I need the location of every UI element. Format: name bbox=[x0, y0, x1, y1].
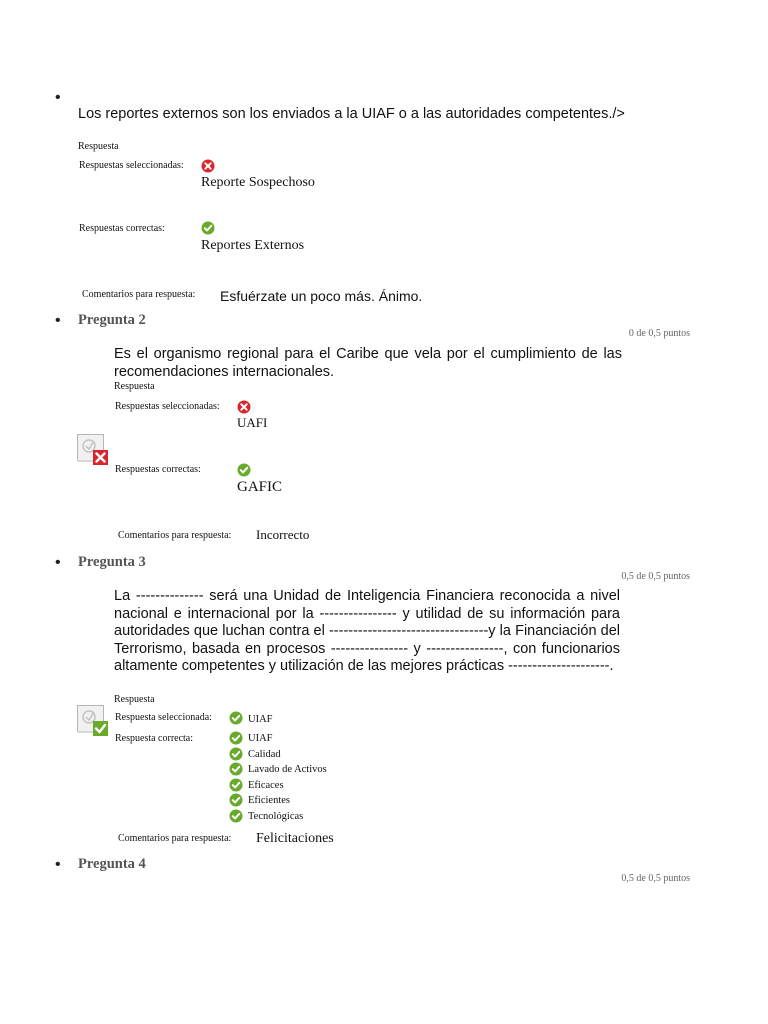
correct-answer-item: Eficientes bbox=[248, 795, 290, 806]
selected-answer: UAFI bbox=[237, 415, 268, 430]
selected-answers-label: Respuestas seleccionadas: bbox=[115, 401, 220, 412]
correct-icon bbox=[229, 747, 243, 761]
response-label: Respuesta bbox=[78, 141, 119, 152]
question-points: 0,5 de 0,5 puntos bbox=[621, 873, 690, 884]
correct-answer-label: Respuesta correcta: bbox=[115, 733, 194, 744]
comments-label: Comentarios para respuesta: bbox=[82, 289, 196, 300]
correct-icon bbox=[229, 762, 243, 776]
question-text: Es el organismo regional para el Caribe que vela por el cumplimiento de las recomendaciones internacionales. bbox=[114, 346, 622, 380]
list-bullet: • bbox=[55, 856, 61, 873]
correct-icon bbox=[229, 778, 243, 792]
question-title: Pregunta 3 bbox=[78, 554, 146, 570]
selected-answers-label: Respuestas seleccionadas: bbox=[79, 160, 184, 171]
correct-status-icon bbox=[77, 705, 109, 737]
question-points: 0,5 de 0,5 puntos bbox=[621, 571, 690, 582]
selected-answer: Reporte Sospechoso bbox=[201, 175, 315, 190]
question-points: 0 de 0,5 puntos bbox=[628, 328, 690, 339]
correct-answer-item: Lavado de Activos bbox=[248, 764, 327, 775]
list-bullet: • bbox=[55, 312, 61, 329]
correct-answer-item: Calidad bbox=[248, 749, 281, 760]
comments-text: Incorrecto bbox=[256, 527, 310, 542]
correct-icon bbox=[201, 221, 215, 235]
comments-label: Comentarios para respuesta: bbox=[118, 530, 232, 541]
question-title: Pregunta 2 bbox=[78, 312, 146, 328]
comments-label: Comentarios para respuesta: bbox=[118, 833, 232, 844]
correct-answer-item: Eficaces bbox=[248, 780, 284, 791]
correct-icon bbox=[229, 809, 243, 823]
correct-answers-label: Respuestas correctas: bbox=[115, 464, 201, 475]
correct-icon bbox=[229, 731, 243, 745]
comments-text: Esfuérzate un poco más. Ánimo. bbox=[220, 288, 423, 304]
list-bullet: • bbox=[55, 554, 61, 571]
incorrect-status-icon bbox=[77, 434, 109, 466]
response-label: Respuesta bbox=[114, 694, 155, 705]
incorrect-icon bbox=[201, 159, 215, 173]
comments-text: Felicitaciones bbox=[256, 831, 334, 846]
correct-icon bbox=[229, 793, 243, 807]
incorrect-icon bbox=[237, 400, 251, 414]
correct-icon bbox=[229, 711, 243, 725]
correct-answer-item: Tecnológicas bbox=[248, 811, 304, 822]
correct-answers-label: Respuestas correctas: bbox=[79, 223, 165, 234]
correct-answer-item: UIAF bbox=[248, 733, 273, 744]
correct-answer: Reportes Externos bbox=[201, 238, 305, 253]
correct-answer: GAFIC bbox=[237, 479, 283, 495]
question-title: Pregunta 4 bbox=[78, 856, 146, 872]
selected-answer-label: Respuesta seleccionada: bbox=[115, 712, 212, 723]
question-text: Los reportes externos son los enviados a la UIAF o a las autoridades competentes./> bbox=[78, 106, 625, 122]
selected-answer: UIAF bbox=[248, 714, 273, 725]
correct-icon bbox=[237, 463, 251, 477]
question-text: La -------------- será una Unidad de Inteligencia Financiera reconocida a nivel nacional e internacional por la ---------------- y utilidad de su información para autoridades que luchan contra el ---------------------------------y la Financiación del Terrorismo, basada en procesos ---------------- y ----------------, con funcionarios altamente competentes y utilización de las mejores prácticas ---------------------. bbox=[114, 588, 620, 674]
list-bullet: • bbox=[55, 89, 61, 106]
response-label: Respuesta bbox=[114, 381, 155, 392]
